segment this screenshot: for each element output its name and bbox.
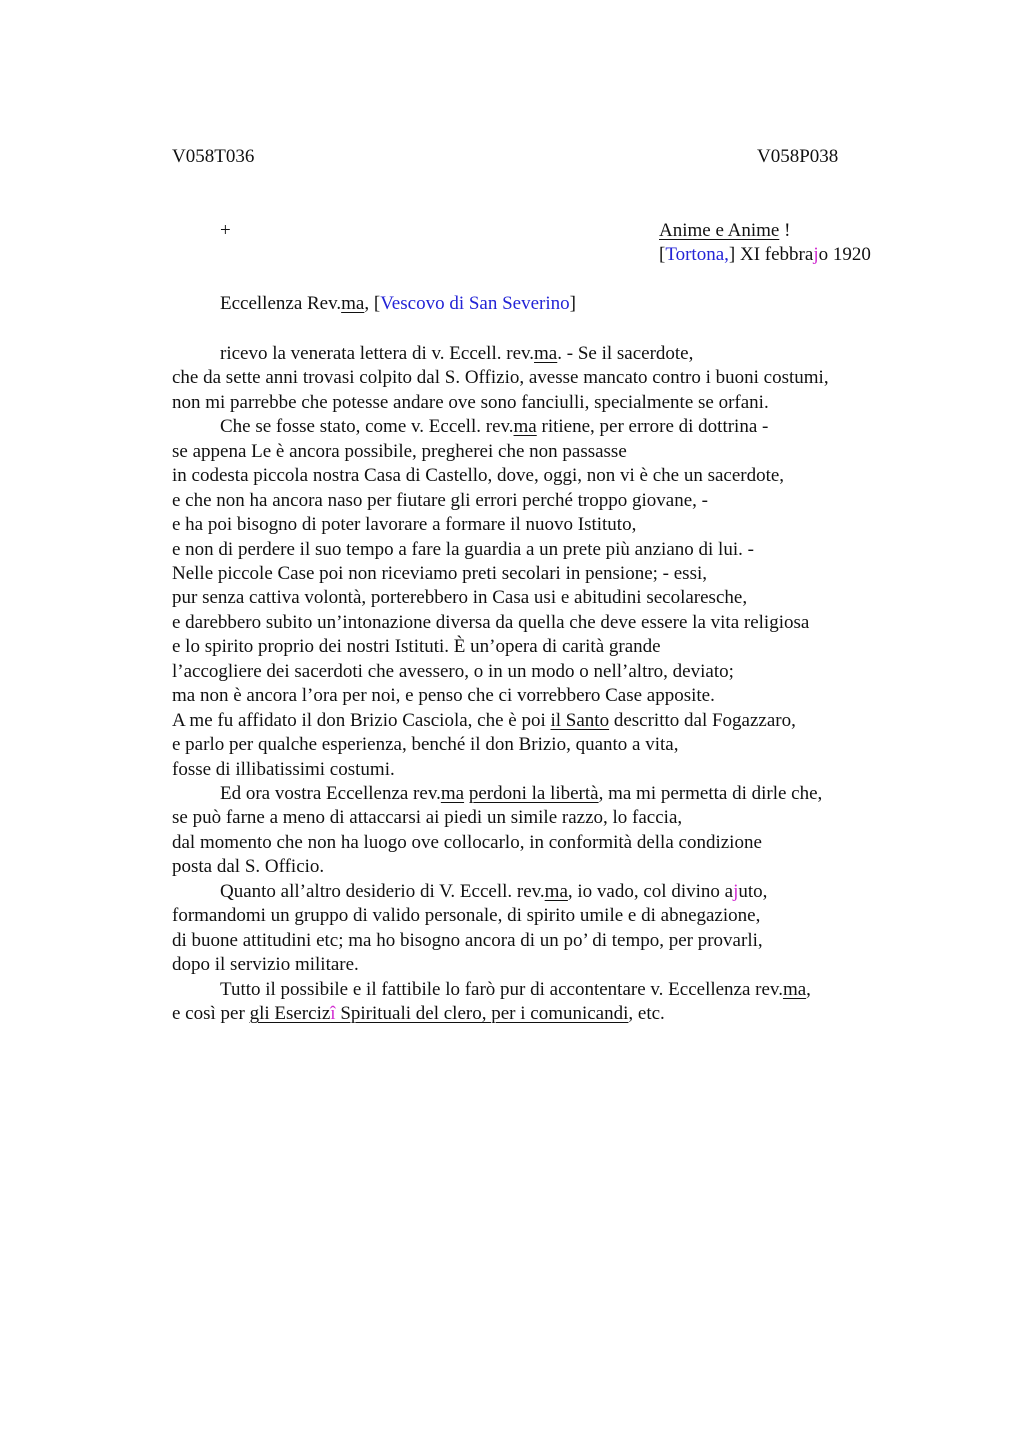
cross-mark: + <box>220 220 231 241</box>
body-line: in codesta piccola nostra Casa di Castello, dove, oggi, non vi è che un sacerdote, <box>172 465 785 486</box>
body-line: di buone attitudini etc; ma ho bisogno ancora di un po’ di tempo, per provarli, <box>172 930 763 951</box>
body-line: e darebbero subito un’intonazione diversa da quella che deve essere la vita religiosa <box>172 612 810 633</box>
body-line: e lo spirito proprio dei nostri Istituti. È un’opera di carità grande <box>172 636 661 657</box>
body-line: non mi parrebbe che potesse andare ove sono fanciulli, specialmente se orfani. <box>172 392 769 413</box>
addressee: Vescovo di San Severino <box>380 293 570 314</box>
salutation-close: ] <box>569 293 576 314</box>
body-line: ma non è ancora l’ora per noi, e penso che ci vorrebbero Case apposite. <box>172 685 715 706</box>
body-line: posta dal S. Officio. <box>172 856 325 877</box>
body-line: pur senza cattiva volontà, porterebbero in Casa usi e abitudini secolaresche, <box>172 587 748 608</box>
place-date <box>659 244 871 266</box>
right-document-code: V058P038 <box>757 146 839 167</box>
date-part-b: o 1920 <box>818 244 871 265</box>
body-line: Nelle piccole Case poi non riceviamo preti secolari in pensione; - essi, <box>172 563 707 584</box>
body-line: e ha poi bisogno di poter lavorare a formare il nuovo Istituto, <box>172 514 637 535</box>
body-line: e che non ha ancora naso per fiutare gli errori perché troppo giovane, - <box>172 490 708 511</box>
body-line: se appena Le è ancora possibile, pregherei che non passasse <box>172 441 627 462</box>
body-line: formandomi un gruppo di valido personale, di spirito umile e di abnegazione, <box>172 905 761 926</box>
body-line: Quanto all’altro desiderio di V. Eccell. rev.ma, io vado, col divino ajuto, <box>220 881 768 902</box>
body-line: l’accogliere dei sacerdoti che avessero, o in un modo o nell’altro, deviato; <box>172 661 734 682</box>
body-line: e non di perdere il suo tempo a fare la guardia a un prete più anziano di lui. - <box>172 539 754 560</box>
title-text: Anime e Anime <box>659 220 780 241</box>
body-line: Tutto il possibile e il fattibile lo farò pur di accontentare v. Eccellenza rev.ma, <box>220 979 811 1000</box>
salutation-sep: , [ <box>364 293 381 314</box>
place-name: Tortona, <box>665 244 729 265</box>
date-part-a: XI febbra <box>735 244 814 265</box>
bracket-open: [ <box>659 244 666 265</box>
salutation <box>220 293 576 315</box>
date-letter-j: j <box>813 244 819 265</box>
body-line: dal momento che non ha luogo ove collocarlo, in conformità della condizione <box>172 832 762 853</box>
body-line: e parlo per qualche esperienza, benché il don Brizio, quanto a vita, <box>172 734 679 755</box>
bracket-close: ] <box>728 244 736 265</box>
left-document-code: V058T036 <box>172 146 255 167</box>
body-line: se può farne a meno di attaccarsi ai piedi un simile razzo, lo faccia, <box>172 807 683 828</box>
body-line: e così per gli Esercizî Spirituali del clero, per i comunicandi, etc. <box>172 1003 665 1024</box>
body-line: Ed ora vostra Eccellenza rev.ma perdoni la libertà, ma mi permetta di dirle che, <box>220 783 823 804</box>
body-line: ricevo la venerata lettera di v. Eccell. rev.ma. - Se il sacerdote, <box>220 343 694 364</box>
body-line: fosse di illibatissimi costumi. <box>172 759 395 780</box>
body-line: che da sette anni trovasi colpito dal S. Offizio, avesse mancato contro i buoni costumi, <box>172 367 829 388</box>
body-line: A me fu affidato il don Brizio Casciola, che è poi il Santo descritto dal Fogazzaro, <box>172 710 796 731</box>
salutation-text: Eccellenza Rev. <box>220 293 342 314</box>
salutation-abbrev: ma <box>341 293 365 314</box>
body-line: Che se fosse stato, come v. Eccell. rev.ma ritiene, per errore di dottrina - <box>220 416 769 437</box>
letter-title <box>659 220 790 242</box>
title-exclamation: ! <box>779 220 791 241</box>
body-line: dopo il servizio militare. <box>172 954 359 975</box>
